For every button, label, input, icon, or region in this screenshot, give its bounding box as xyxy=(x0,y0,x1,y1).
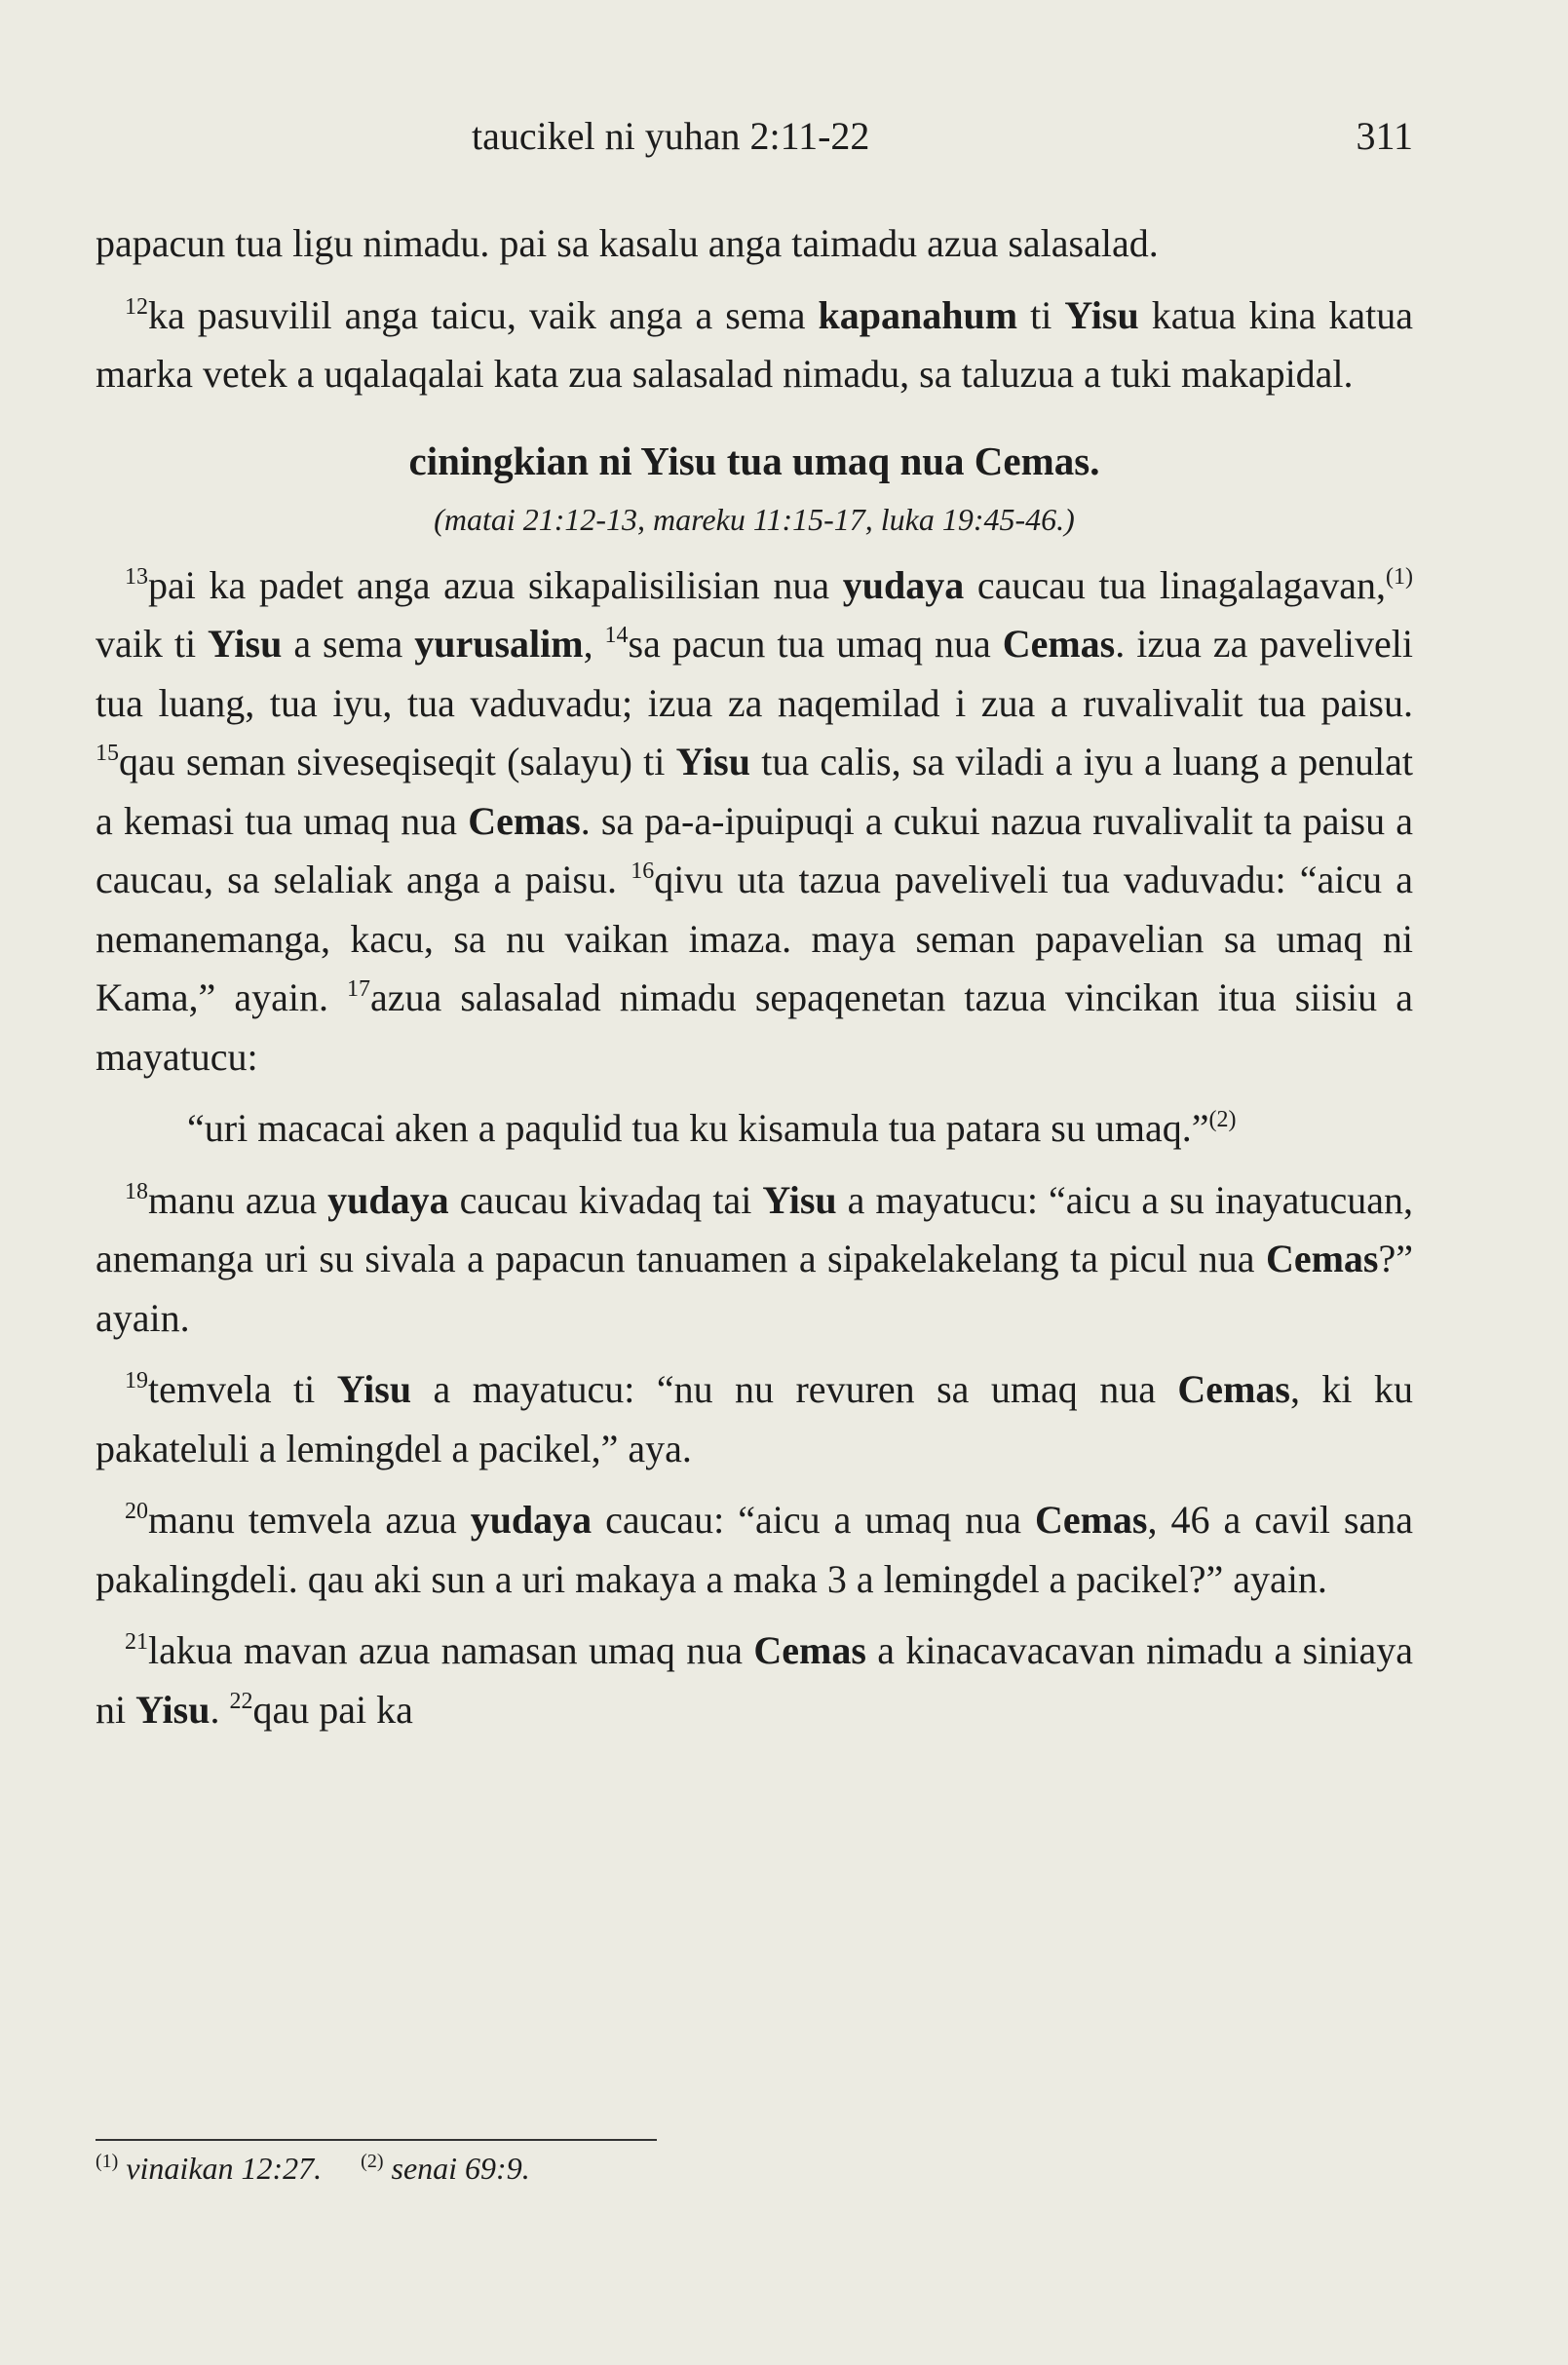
verse-19: $^{19}$temvela ti Yisu a mayatucu: “nu nu revuren sa umaq nua Cemas, ki ku pakateluli a lemingdel a pacikel,” aya. xyxy=(96,1367,1413,1470)
verse-12: $^{12}$ka pasuvilil anga taicu, vaik anga a sema kapanahum ti Yisu katua kina katua marka vetek a uqalaqalai kata zua salasalad nimadu, sa taluzua a tuki makapidal. xyxy=(96,292,1413,396)
verse-number: 14 xyxy=(604,623,629,648)
verse-number: 12 xyxy=(125,293,148,320)
verse-20: $^{20}$manu temvela azua yudaya caucau: “aicu a umaq nua Cemas, 46 a cavil sana pakalingdeli. qau aki sun a uri makaya a maka 3 a lemingdel a pacikel?” ayain. xyxy=(96,1498,1413,1601)
verse-number: 18 xyxy=(125,1178,148,1204)
scripture-quote: “uri macacai aken a paqulid tua ku kisamula tua patara su umaq.”$^{(2)}$ xyxy=(187,1106,1237,1150)
running-header xyxy=(96,105,1413,164)
footnotes xyxy=(96,2147,561,2190)
footnote-divider xyxy=(96,2139,657,2141)
verse-18: $^{18}$manu azua yudaya caucau kivadaq tai Yisu a mayatucu: “aicu a su inayatucuan, anemanga uri su sivala a papacun tanuamen a sipakelakelang ta picul nua Cemas?” ayain. xyxy=(96,1177,1413,1340)
body-text xyxy=(96,214,1413,1752)
footnote-marker[interactable]: (2) xyxy=(1208,1107,1237,1132)
footnote-marker[interactable]: (1) xyxy=(1386,563,1413,590)
cross-reference: (matai 21:12-13, mareku 11:15-17, luka 19:45-46.) xyxy=(434,501,1075,537)
verse-number: 17 xyxy=(347,976,371,1002)
verse-21-22: $^{21}$lakua mavan azua namasan umaq nua Cemas a kinacavacavan nimadu a siniaya ni Yisu. $^{22}$qau pai ka xyxy=(96,1628,1413,1732)
footnote-mark: (1) xyxy=(96,2151,119,2172)
page-number: 311 xyxy=(1356,114,1413,158)
section-heading: ciningkian ni Yisu tua umaq nua Cemas. xyxy=(408,438,1100,483)
footnote: $^{(2)}$ senai 69:9. xyxy=(361,2151,530,2186)
verse-number: 15 xyxy=(96,741,119,766)
verse-number: 22 xyxy=(229,1688,253,1714)
verse-number: 13 xyxy=(125,563,148,590)
verse-number: 19 xyxy=(125,1368,148,1393)
footnote: $^{(1)}$ vinaikan 12:27. xyxy=(96,2151,323,2186)
verse-13-17: $^{13}$pai ka padet anga azua sikapalisilisian nua yudaya caucau tua linagalagavan,$^{(1)}$ vaik ti Yisu a sema yurusalim, $^{14}$sa pacun tua umaq nua Cemas. izua za paveliveli tua luang, tua iyu, tua vaduvadu; izua za naqemilad i zua a ruvalivalit tua paisu. $^{15}$qau seman siveseqiseqit (salayu) ti Yisu tua calis, sa viladi a iyu a luang a penulat a kemasi tua umaq nua Cemas. sa pa-a-ipuipuqi a cukui nazua ruvalivalit ta paisu a caucau, sa selaliak anga a paisu. $^{16}$qivu uta tazua paveliveli tua vaduvadu: “aicu a nemanemanga, kacu, sa nu vaikan imaza. maya seman papavelian sa umaq ni Kama,” ayain. $^{17}$azua salasalad nimadu sepaqenetan tazua vincikan itua siisiu a mayatucu: xyxy=(96,562,1414,1079)
verse-number: 16 xyxy=(631,858,655,884)
paragraph-continuation: papacun tua ligu nimadu. pai sa kasalu anga taimadu azua salasalad. xyxy=(96,221,1159,265)
verse-number: 21 xyxy=(125,1629,148,1655)
footnote-mark: (2) xyxy=(361,2151,384,2172)
running-title: taucikel ni yuhan 2:11-22 xyxy=(472,114,870,158)
verse-number: 20 xyxy=(125,1499,148,1524)
